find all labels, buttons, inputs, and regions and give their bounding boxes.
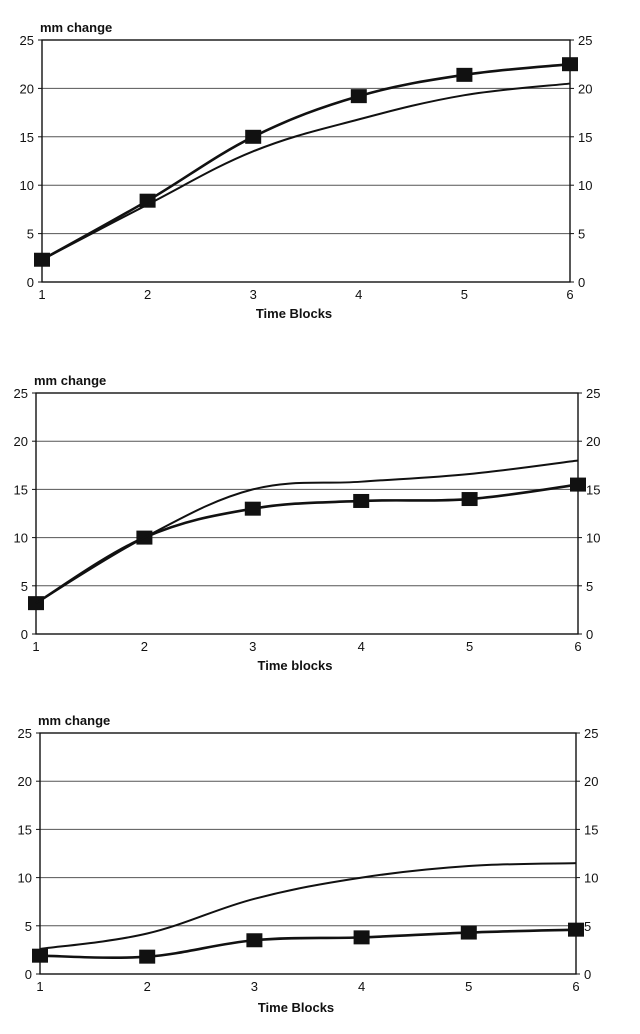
x-tick-label: 1 (32, 639, 40, 654)
data-point-square (245, 502, 261, 516)
x-tick-label: 4 (357, 979, 366, 994)
x-tick-label: 3 (249, 287, 257, 302)
data-point-square (353, 494, 369, 508)
y-axis-label: mm change (34, 373, 107, 388)
line-chart-2 (0, 360, 640, 690)
y-tick-label-right: 25 (578, 33, 593, 48)
x-tick-label: 6 (574, 639, 582, 654)
data-point-square (568, 923, 584, 937)
y-tick-label-right: 15 (578, 129, 593, 145)
data-point-square (461, 926, 477, 940)
y-tick-label-left: 5 (26, 226, 34, 242)
chart-panel-1 (0, 0, 640, 330)
y-tick-label-left: 10 (17, 870, 32, 886)
y-tick-label-left: 0 (24, 967, 32, 982)
y-tick-label-right: 10 (578, 178, 593, 194)
x-tick-label: 2 (143, 287, 152, 302)
y-tick-label-right: 15 (584, 822, 599, 838)
x-tick-label: 2 (143, 979, 151, 994)
data-point-square (456, 68, 472, 82)
x-tick-label: 1 (36, 979, 44, 994)
chart-panel-3 (0, 704, 640, 1034)
y-tick-label-right: 20 (584, 774, 599, 790)
series-line-plain (40, 863, 576, 949)
plot-frame (42, 40, 570, 282)
y-axis-label: mm change (38, 713, 111, 728)
y-tick-label-left: 5 (20, 578, 28, 594)
y-tick-label-right: 5 (584, 918, 592, 934)
y-tick-label-right: 5 (586, 578, 594, 594)
y-tick-label-right: 15 (586, 482, 601, 498)
y-tick-label-left: 25 (13, 386, 28, 401)
y-tick-label-right: 0 (586, 627, 594, 642)
y-tick-label-left: 20 (17, 774, 32, 790)
y-tick-label-left: 20 (19, 81, 34, 97)
series-line-marked (42, 64, 570, 260)
data-point-square (351, 89, 367, 103)
x-tick-label: 5 (465, 979, 473, 994)
series-line-marked (40, 930, 576, 958)
y-tick-label-left: 20 (13, 434, 28, 450)
y-tick-label-right: 10 (586, 530, 601, 546)
x-tick-label: 6 (572, 979, 580, 994)
x-axis-label: Time blocks (257, 658, 333, 673)
x-tick-label: 2 (140, 639, 149, 654)
data-point-square (246, 933, 262, 947)
x-tick-label: 3 (250, 979, 259, 994)
data-point-square (354, 930, 370, 944)
series-line-plain (36, 460, 578, 603)
x-tick-label: 5 (460, 287, 469, 302)
x-tick-label: 6 (566, 287, 574, 302)
y-axis-label: mm change (40, 20, 113, 35)
y-tick-label-left: 25 (19, 33, 34, 48)
data-point-square (32, 949, 48, 963)
x-axis-label: Time Blocks (257, 1000, 335, 1015)
y-tick-label-right: 0 (578, 275, 586, 290)
y-tick-label-left: 15 (19, 129, 34, 145)
y-tick-label-left: 0 (20, 627, 28, 642)
y-tick-label-left: 10 (19, 178, 34, 194)
x-tick-label: 4 (357, 639, 365, 654)
y-tick-label-right: 20 (586, 434, 601, 450)
x-tick-label: 4 (355, 287, 363, 302)
y-tick-label-right: 10 (584, 870, 599, 886)
line-chart-3 (0, 704, 640, 1034)
y-tick-label-right: 25 (586, 386, 601, 401)
x-tick-label: 3 (249, 639, 257, 654)
x-tick-label: 1 (38, 287, 46, 302)
x-tick-label: 5 (465, 639, 474, 654)
y-tick-label-right: 20 (578, 81, 593, 97)
data-point-square (570, 478, 586, 492)
y-tick-label-left: 15 (13, 482, 28, 498)
y-tick-label-left: 5 (24, 918, 32, 934)
data-point-square (245, 130, 261, 144)
y-tick-label-left: 10 (13, 530, 28, 546)
y-tick-label-right: 25 (584, 726, 599, 741)
y-tick-label-right: 0 (584, 967, 592, 982)
data-point-square (562, 57, 578, 71)
data-point-square (462, 492, 478, 506)
y-tick-label-left: 25 (17, 726, 32, 741)
x-axis-label: Time Blocks (255, 306, 333, 321)
plot-frame (36, 393, 578, 634)
y-tick-label-right: 5 (578, 226, 586, 242)
data-point-square (139, 950, 155, 964)
y-tick-label-left: 15 (17, 822, 32, 838)
line-chart-1 (0, 0, 640, 330)
chart-panel-2 (0, 360, 640, 690)
y-tick-label-left: 0 (26, 275, 34, 290)
